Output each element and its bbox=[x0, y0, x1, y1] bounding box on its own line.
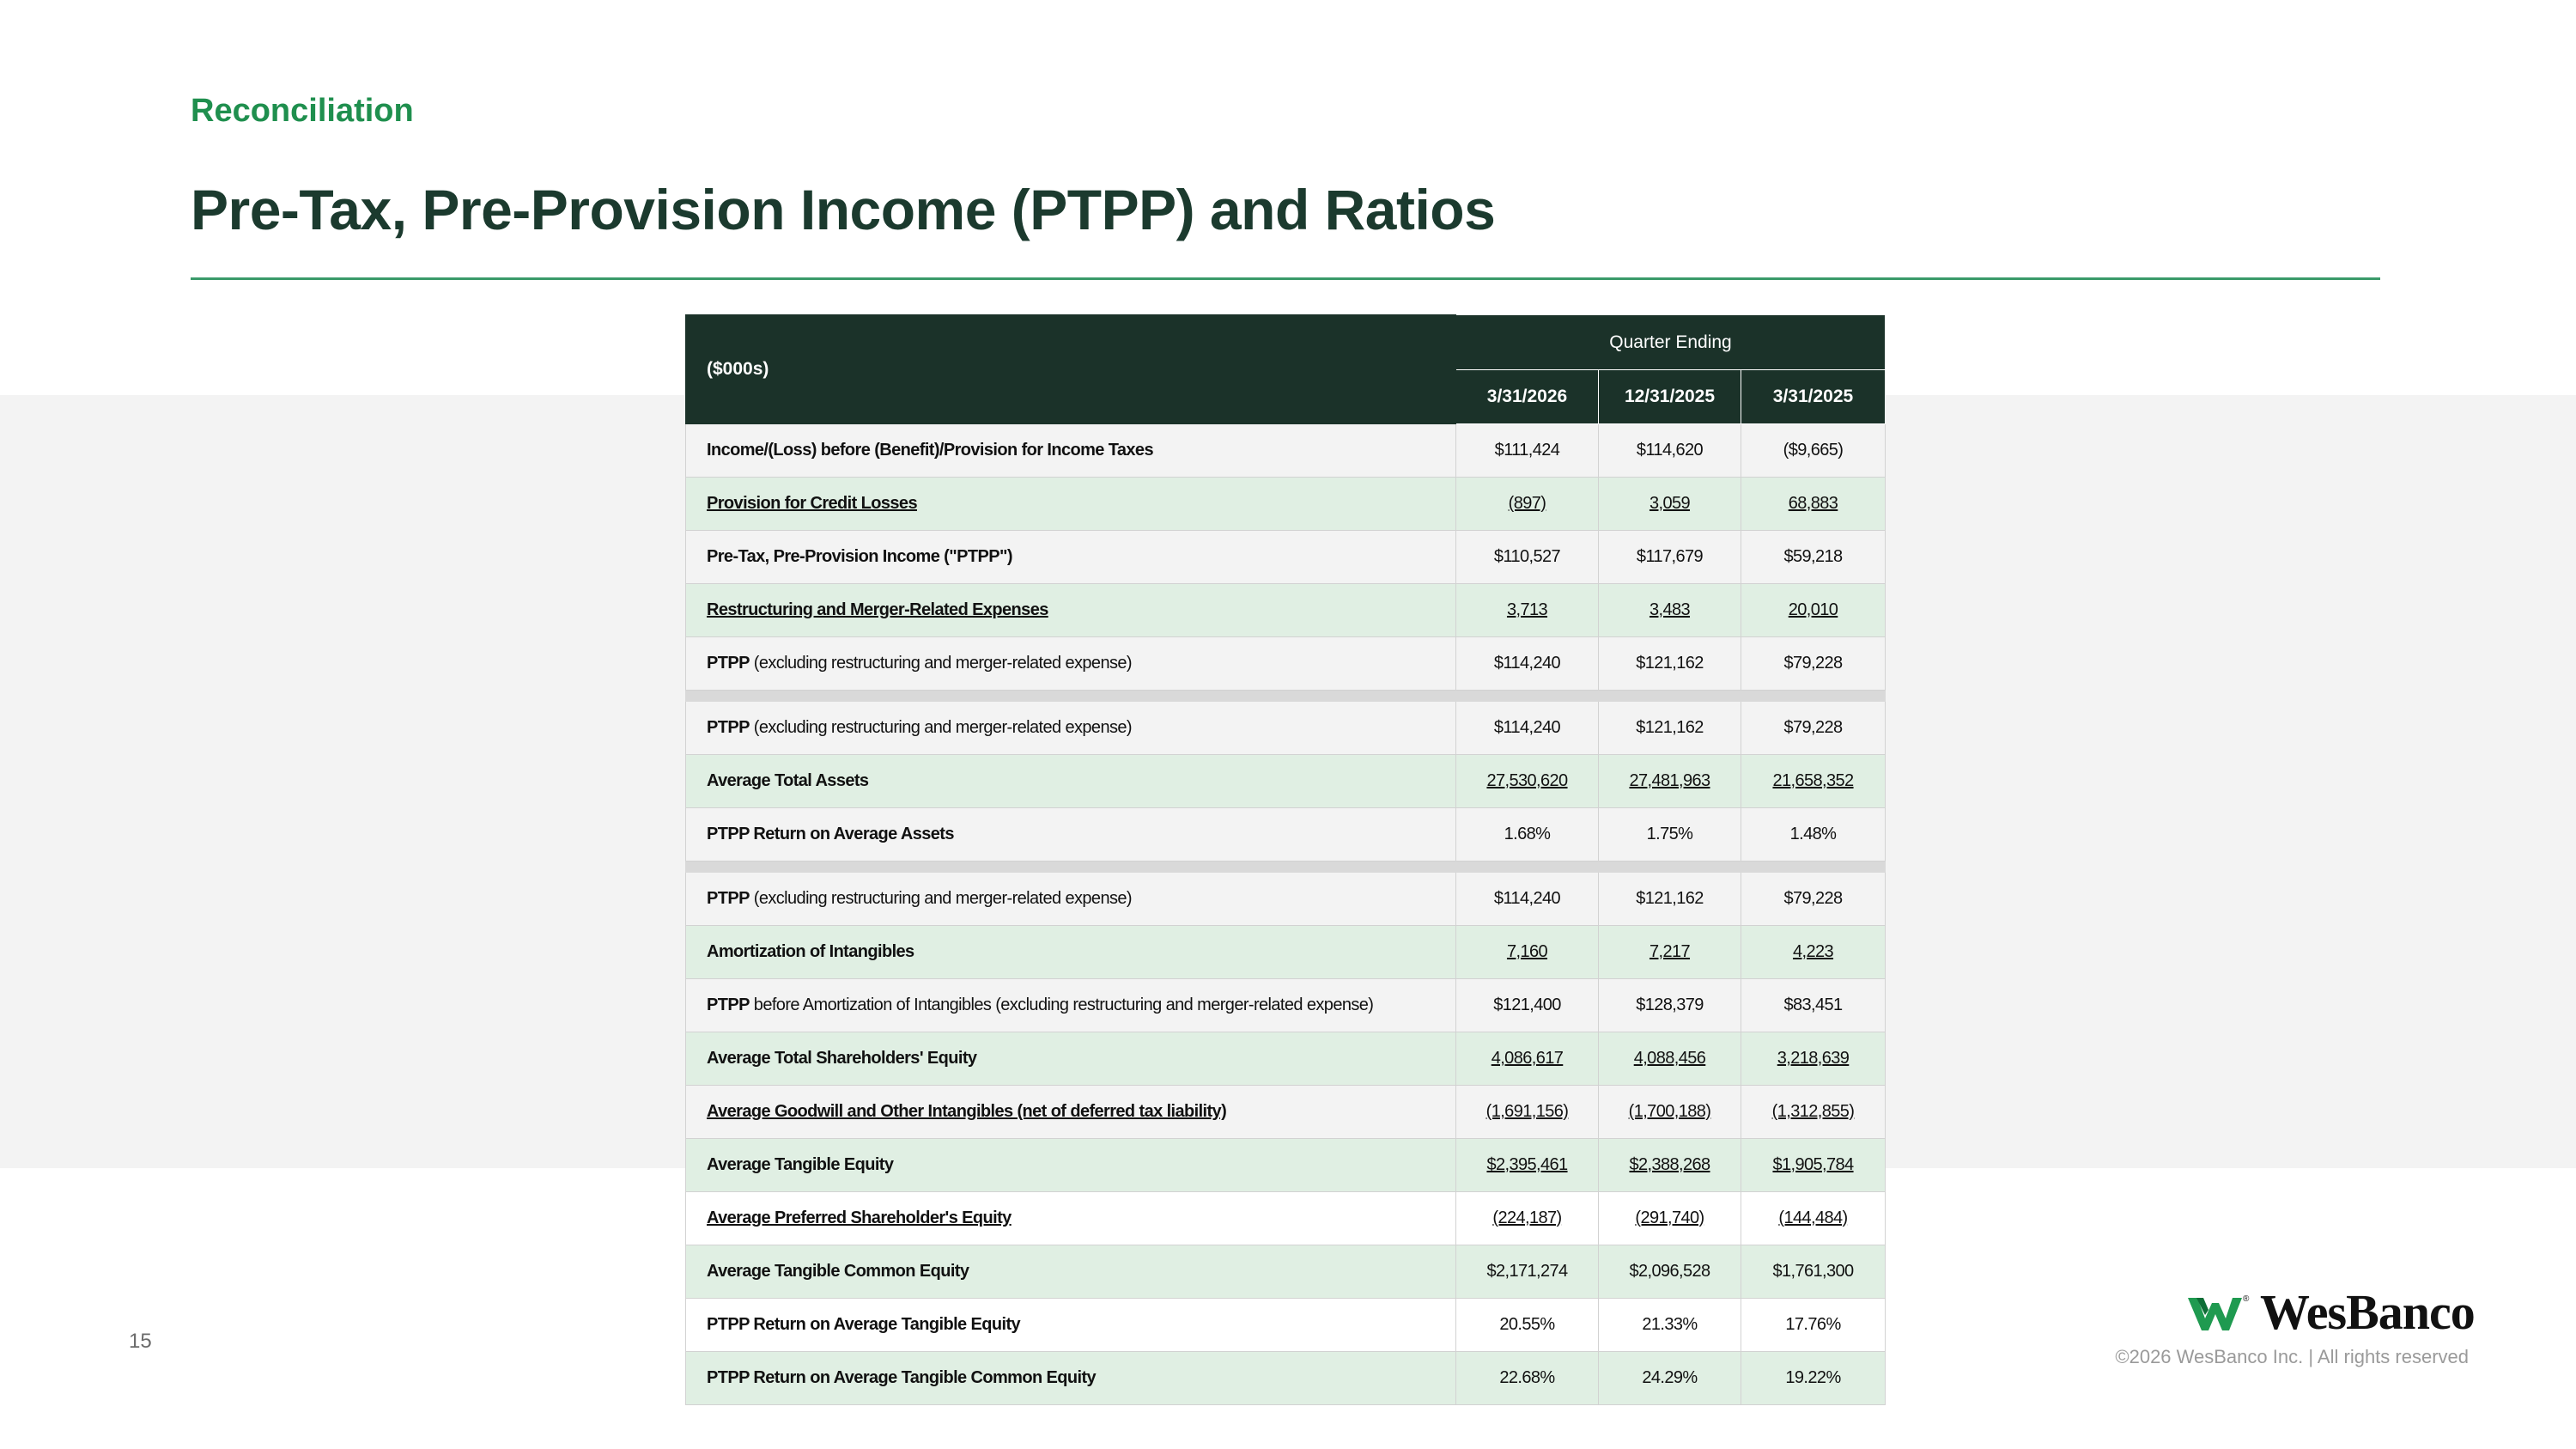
table-row bbox=[686, 979, 1886, 1032]
row-label-bold: PTPP bbox=[707, 995, 750, 1014]
cell-value: $114,240 bbox=[1456, 873, 1599, 926]
table-row bbox=[686, 531, 1886, 584]
row-label: Amortization of Intangibles bbox=[686, 926, 1456, 979]
cell-value: 21,658,352 bbox=[1741, 755, 1886, 808]
row-label: PTPP Return on Average Assets bbox=[686, 808, 1456, 861]
wesbanco-logo-mark-icon bbox=[2188, 1293, 2250, 1332]
cell-value: $2,395,461 bbox=[1456, 1139, 1599, 1192]
table-row bbox=[686, 702, 1886, 755]
wesbanco-logo bbox=[2188, 1283, 2475, 1341]
cell-value: $121,162 bbox=[1599, 637, 1741, 691]
row-label: Average Total Assets bbox=[686, 755, 1456, 808]
cell-value: $128,379 bbox=[1599, 979, 1741, 1032]
cell-value: 4,086,617 bbox=[1456, 1032, 1599, 1086]
logo-wordmark: WesBanco bbox=[2260, 1284, 2475, 1340]
cell-value: $114,240 bbox=[1456, 702, 1599, 755]
cell-value: $121,400 bbox=[1456, 979, 1599, 1032]
cell-value: (897) bbox=[1456, 478, 1599, 531]
table-row bbox=[686, 584, 1886, 637]
column-header-date: 3/31/2025 bbox=[1741, 370, 1886, 424]
cell-value: 24.29% bbox=[1599, 1352, 1741, 1405]
row-label bbox=[686, 637, 1456, 691]
cell-value: (291,740) bbox=[1599, 1192, 1741, 1245]
cell-value: $121,162 bbox=[1599, 702, 1741, 755]
table-row bbox=[686, 424, 1886, 478]
cell-value: (1,700,188) bbox=[1599, 1086, 1741, 1139]
row-label: Income/(Loss) before (Benefit)/Provision for Income Taxes bbox=[686, 424, 1456, 478]
quarter-ending-header: Quarter Ending bbox=[1456, 315, 1886, 370]
cell-value: (224,187) bbox=[1456, 1192, 1599, 1245]
section-separator bbox=[686, 861, 1886, 873]
table-row bbox=[686, 1139, 1886, 1192]
table-row bbox=[686, 755, 1886, 808]
cell-value: 22.68% bbox=[1456, 1352, 1599, 1405]
cell-value: 1.48% bbox=[1741, 808, 1886, 861]
title-divider bbox=[191, 277, 2380, 280]
table-row bbox=[686, 1032, 1886, 1086]
cell-value: (144,484) bbox=[1741, 1192, 1886, 1245]
cell-value: 3,059 bbox=[1599, 478, 1741, 531]
cell-value: $1,761,300 bbox=[1741, 1245, 1886, 1299]
row-label bbox=[686, 702, 1456, 755]
cell-value: $1,905,784 bbox=[1741, 1139, 1886, 1192]
units-header: ($000s) bbox=[686, 315, 1456, 424]
cell-value: $59,218 bbox=[1741, 531, 1886, 584]
row-label: PTPP Return on Average Tangible Common Equity bbox=[686, 1352, 1456, 1405]
row-label-qualifier: (excluding restructuring and merger-related expense) bbox=[749, 718, 1132, 737]
table-row bbox=[686, 478, 1886, 531]
cell-value: 3,713 bbox=[1456, 584, 1599, 637]
page-number: 15 bbox=[129, 1330, 152, 1353]
row-label: Average Total Shareholders' Equity bbox=[686, 1032, 1456, 1086]
row-label: Average Goodwill and Other Intangibles (net of deferred tax liability) bbox=[686, 1086, 1456, 1139]
cell-value: $79,228 bbox=[1741, 702, 1886, 755]
cell-value: 4,223 bbox=[1741, 926, 1886, 979]
cell-value: $83,451 bbox=[1741, 979, 1886, 1032]
page-title: Pre-Tax, Pre-Provision Income (PTPP) and Ratios bbox=[191, 178, 1496, 241]
row-label bbox=[686, 979, 1456, 1032]
row-label: Average Preferred Shareholder's Equity bbox=[686, 1192, 1456, 1245]
cell-value: $114,620 bbox=[1599, 424, 1741, 478]
row-label-qualifier: (excluding restructuring and merger-related expense) bbox=[749, 654, 1132, 673]
cell-value: 20,010 bbox=[1741, 584, 1886, 637]
cell-value: ($9,665) bbox=[1741, 424, 1886, 478]
cell-value: $2,096,528 bbox=[1599, 1245, 1741, 1299]
row-label bbox=[686, 873, 1456, 926]
row-label-bold: PTPP bbox=[707, 718, 750, 737]
column-header-date: 12/31/2025 bbox=[1599, 370, 1741, 424]
table-row bbox=[686, 1086, 1886, 1139]
row-label-qualifier: before Amortization of Intangibles (excluding restructuring and merger-related expense) bbox=[749, 995, 1374, 1014]
cell-value: $117,679 bbox=[1599, 531, 1741, 584]
cell-value: (1,312,855) bbox=[1741, 1086, 1886, 1139]
cell-value: 7,160 bbox=[1456, 926, 1599, 979]
row-label: Provision for Credit Losses bbox=[686, 478, 1456, 531]
ptpp-reconciliation-table bbox=[685, 314, 1886, 1405]
table-row bbox=[686, 926, 1886, 979]
row-label: Average Tangible Equity bbox=[686, 1139, 1456, 1192]
cell-value: 17.76% bbox=[1741, 1299, 1886, 1352]
section-separator bbox=[686, 691, 1886, 702]
cell-value: 27,481,963 bbox=[1599, 755, 1741, 808]
cell-value: $111,424 bbox=[1456, 424, 1599, 478]
column-header-date: 3/31/2026 bbox=[1456, 370, 1599, 424]
table-row bbox=[686, 1352, 1886, 1405]
cell-value: $2,388,268 bbox=[1599, 1139, 1741, 1192]
cell-value: 19.22% bbox=[1741, 1352, 1886, 1405]
row-label: Restructuring and Merger-Related Expenses bbox=[686, 584, 1456, 637]
cell-value: $79,228 bbox=[1741, 873, 1886, 926]
cell-value: (1,691,156) bbox=[1456, 1086, 1599, 1139]
row-label-bold: PTPP bbox=[707, 654, 750, 673]
cell-value: 7,217 bbox=[1599, 926, 1741, 979]
copyright-notice: ©2026 WesBanco Inc. | All rights reserved bbox=[2115, 1346, 2469, 1367]
row-label-bold: PTPP bbox=[707, 889, 750, 908]
cell-value: 1.68% bbox=[1456, 808, 1599, 861]
cell-value: $110,527 bbox=[1456, 531, 1599, 584]
table-row bbox=[686, 1299, 1886, 1352]
cell-value: 27,530,620 bbox=[1456, 755, 1599, 808]
cell-value: 3,483 bbox=[1599, 584, 1741, 637]
table-row bbox=[686, 808, 1886, 861]
cell-value: $2,171,274 bbox=[1456, 1245, 1599, 1299]
section-eyebrow: Reconciliation bbox=[191, 93, 414, 129]
logo-mark-shape bbox=[2188, 1298, 2242, 1330]
table-row bbox=[686, 873, 1886, 926]
table-row bbox=[686, 1245, 1886, 1299]
cell-value: $114,240 bbox=[1456, 637, 1599, 691]
table-row bbox=[686, 637, 1886, 691]
row-label: Average Tangible Common Equity bbox=[686, 1245, 1456, 1299]
row-label: PTPP Return on Average Tangible Equity bbox=[686, 1299, 1456, 1352]
table-row bbox=[686, 1192, 1886, 1245]
cell-value: $121,162 bbox=[1599, 873, 1741, 926]
cell-value: 3,218,639 bbox=[1741, 1032, 1886, 1086]
row-label-qualifier: (excluding restructuring and merger-related expense) bbox=[749, 889, 1132, 908]
cell-value: 20.55% bbox=[1456, 1299, 1599, 1352]
cell-value: 1.75% bbox=[1599, 808, 1741, 861]
cell-value: 68,883 bbox=[1741, 478, 1886, 531]
cell-value: 21.33% bbox=[1599, 1299, 1741, 1352]
cell-value: 4,088,456 bbox=[1599, 1032, 1741, 1086]
row-label: Pre-Tax, Pre-Provision Income ("PTPP") bbox=[686, 531, 1456, 584]
registered-mark: ® bbox=[2243, 1294, 2250, 1304]
cell-value: $79,228 bbox=[1741, 637, 1886, 691]
